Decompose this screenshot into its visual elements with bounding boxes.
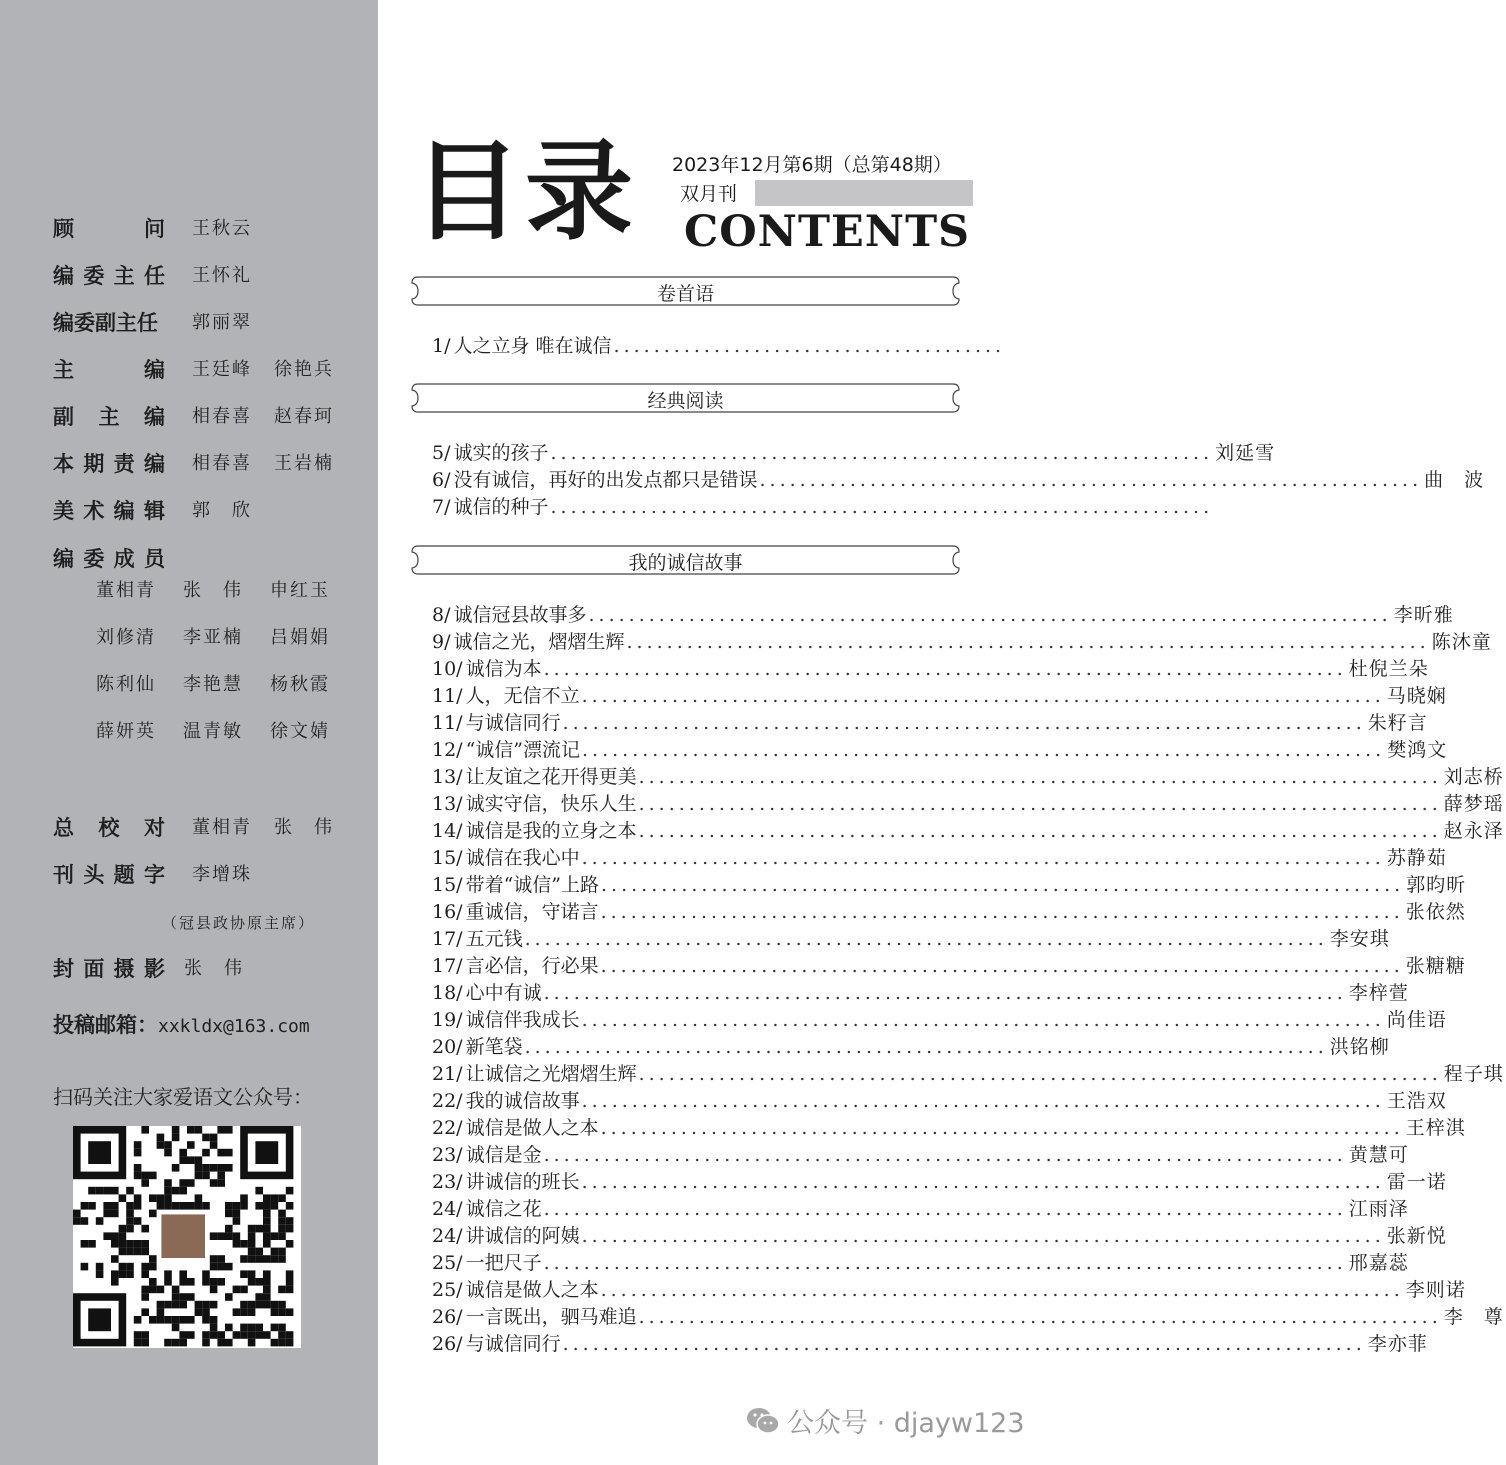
committee-row: 薛妍英 温青敏 徐文婧	[96, 721, 330, 742]
toc-entry[interactable]: 11/ 人，无信不立 ................................................................................ 马晓娴	[432, 685, 1447, 707]
toc-entry[interactable]: 10/ 诚信为本 ................................................................................ 杜倪兰朵	[432, 658, 1429, 680]
toc-entry[interactable]: 25/ 诚信是做人之本 ................................................................................ 李则诺	[432, 1279, 1466, 1301]
staff-role: 总校对	[53, 816, 165, 840]
qr-code[interactable]	[73, 1126, 301, 1348]
toc-entry[interactable]: 12/ “诚信”漂流记 ................................................................................ 樊鸿文	[432, 739, 1448, 761]
section-title: 我的诚信故事	[628, 552, 743, 574]
section-title: 卷首语	[656, 283, 714, 305]
wechat-icon	[745, 1406, 781, 1443]
qr-code-icon	[73, 1126, 301, 1348]
staff-role: 编委副主任	[53, 311, 158, 335]
staff-names: 王廷峰 徐艳兵	[192, 359, 334, 380]
toc-entry[interactable]: 7/ 诚信的种子 ..................................................................	[432, 496, 1214, 518]
toc-entry[interactable]: 11/ 与诚信同行 ................................................................................ 朱籽言	[432, 712, 1428, 734]
page-title: 目录	[413, 130, 638, 255]
toc-entry[interactable]: 26/ 一言既出，驷马难追 ................................................................................ 李 尊	[432, 1306, 1504, 1328]
masthead-sidebar	[0, 0, 378, 1465]
toc-entry[interactable]: 24/ 讲诚信的阿姨 ................................................................................ 张新悦	[432, 1225, 1447, 1247]
committee-row: 董相青 张 伟 申红玉	[96, 580, 330, 601]
staff-role: 副主编	[53, 405, 165, 429]
email-address[interactable]: xxkldx@163.com	[158, 1016, 310, 1037]
toc-entry[interactable]: 13/ 让友谊之花开得更美 ................................................................................ 刘志桥	[432, 766, 1504, 788]
toc-entry[interactable]: 13/ 诚实守信，快乐人生 ................................................................................ 薛梦瑶	[432, 793, 1504, 815]
staff-role: 封面摄影	[53, 957, 165, 981]
staff-names: 王怀礼	[192, 265, 252, 286]
toc-entry[interactable]: 16/ 重诚信，守诺言 ................................................................................ 张依然	[432, 901, 1466, 923]
section-banner	[410, 273, 961, 309]
contents-heading: CONTENTS	[684, 207, 971, 257]
toc-entry[interactable]: 18/ 心中有诚 ................................................................................ 李梓萱	[432, 982, 1409, 1004]
staff-names: 郭 欣	[192, 500, 252, 521]
toc-entry[interactable]: 23/ 诚信是金 ................................................................................ 黄慧可	[432, 1144, 1409, 1166]
toc-entry[interactable]: 26/ 与诚信同行 ................................................................................ 李亦菲	[432, 1333, 1428, 1355]
redacted-block	[755, 180, 973, 206]
toc-entry[interactable]: 15/ 带着“诚信”上路 ................................................................................ 郭昀昕	[432, 874, 1467, 896]
calligrapher-note: （冠县政协原主席）	[162, 914, 316, 932]
toc-entry[interactable]: 22/ 我的诚信故事 ................................................................................ 王浩双	[432, 1090, 1447, 1112]
committee-row: 陈利仙 李艳慧 杨秋霞	[96, 674, 330, 695]
toc-entry[interactable]: 15/ 诚信在我心中 ................................................................................ 苏静茹	[432, 847, 1447, 869]
committee-row: 刘修清 李亚楠 吕娟娟	[96, 627, 330, 648]
toc-entry[interactable]: 17/ 言必信，行必果 ................................................................................ 张糖糖	[432, 955, 1466, 977]
watermark: 公众号 · djayw123	[745, 1401, 1025, 1443]
toc-entry[interactable]: 5/ 诚实的孩子 .................................................................. 刘延雪	[432, 442, 1276, 464]
issue-info: 2023年12月第6期（总第48期）	[672, 154, 952, 176]
toc-entry[interactable]: 25/ 一把尺子 ................................................................................ 邢嘉蕊	[432, 1252, 1409, 1274]
toc-entry[interactable]: 1/ 人之立身 唯在诚信 .......................................	[432, 335, 1006, 357]
staff-role: 美术编辑	[53, 499, 165, 523]
toc-entry[interactable]: 6/ 没有诚信，再好的出发点都只是错误 .................................................................. 曲 波	[432, 469, 1485, 491]
toc-entry[interactable]: 8/ 诚信冠县故事多 ................................................................................ 李昕雅	[432, 604, 1454, 626]
submission-email: 投稿邮箱：xxkldx@163.com	[53, 1013, 310, 1037]
staff-role: 顾 问	[53, 217, 165, 241]
toc-entry[interactable]: 21/ 让诚信之光熠熠生辉 ................................................................................ 程子琪	[432, 1063, 1504, 1085]
staff-names: 李增珠	[192, 864, 252, 885]
qr-caption: 扫码关注大家爱语文公众号：	[53, 1085, 313, 1109]
toc-entry[interactable]: 9/ 诚信之光，熠熠生辉 ................................................................................ 陈沐童	[432, 631, 1492, 653]
committee-label: 编委成员	[53, 547, 165, 571]
staff-role: 主 编	[53, 358, 165, 382]
staff-names: 董相青 张 伟	[192, 817, 334, 838]
toc-entry[interactable]: 14/ 诚信是我的立身之本 ................................................................................ 赵永泽	[432, 820, 1504, 842]
staff-names: 相春喜 王岩楠	[192, 453, 334, 474]
staff-role: 刊头题字	[53, 863, 165, 887]
staff-names: 王秋云	[192, 218, 252, 239]
toc-entry[interactable]: 20/ 新笔袋 ................................................................................ 洪铭柳	[432, 1036, 1390, 1058]
toc-entry[interactable]: 23/ 讲诚信的班长 ................................................................................ 雷一诺	[432, 1171, 1447, 1193]
staff-names: 张 伟	[184, 958, 244, 979]
staff-names: 相春喜 赵春珂	[192, 406, 334, 427]
staff-names: 郭丽翠	[192, 312, 252, 333]
section-banner	[410, 380, 961, 416]
frequency-label: 双月刊	[680, 183, 738, 205]
toc-entry[interactable]: 19/ 诚信伴我成长 ................................................................................ 尚佳语	[432, 1009, 1447, 1031]
staff-role: 本期责编	[53, 452, 165, 476]
toc-entry[interactable]: 17/ 五元钱 ................................................................................ 李安琪	[432, 928, 1390, 950]
toc-entry[interactable]: 24/ 诚信之花 ................................................................................ 江雨泽	[432, 1198, 1409, 1220]
staff-role: 编委主任	[53, 264, 165, 288]
toc-entry[interactable]: 22/ 诚信是做人之本 ................................................................................ 王梓淇	[432, 1117, 1466, 1139]
section-title: 经典阅读	[647, 390, 724, 412]
section-banner	[410, 542, 961, 578]
